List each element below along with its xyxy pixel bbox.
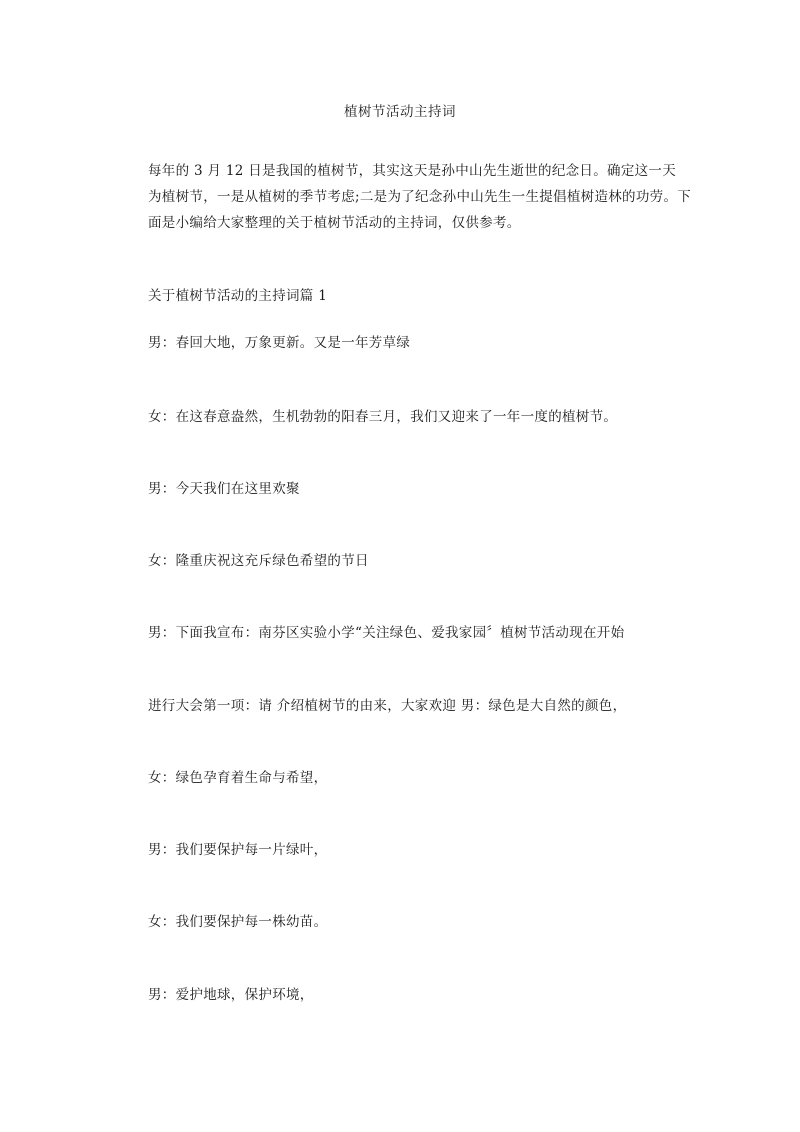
intro-line: 面是小编给大家整理的关于植树节活动的主持词，仅供参考。 [148, 215, 521, 231]
section-heading: 关于植树节活动的主持词篇 1 [148, 288, 328, 304]
dialogue-line: 女：隆重庆祝这充斥绿色希望的节日 [148, 553, 369, 569]
dialogue-line: 男：春回大地，万象更新。又是一年芳草绿 [148, 335, 411, 351]
intro-line: 每年的 3 月 12 日是我国的植树节，其实这天是孙中山先生逝世的纪念日。确定这一天 [148, 163, 677, 179]
dialogue-line: 女：绿色孕育着生命与希望， [148, 770, 328, 786]
dialogue-line: 女：在这春意盎然，生机勃勃的阳春三月，我们又迎来了一年一度的植树节。 [148, 409, 618, 425]
dialogue-line: 进行大会第一项：请 介绍植树节的由来，大家欢迎 男：绿色是大自然的颜色， [148, 698, 627, 714]
dialogue-line: 男：爱护地球，保护环境， [148, 987, 314, 1003]
document-title: 植树节活动主持词 [344, 104, 456, 120]
intro-line: 为植树节，一是从植树的季节考虑;二是为了纪念孙中山先生一生提倡植树造林的功劳。下 [148, 189, 692, 205]
intro-paragraph [148, 158, 692, 236]
dialogue-line: 男：我们要保护每一片绿叶， [148, 842, 328, 858]
dialogue-line: 女：我们要保护每一株幼苗。 [148, 914, 328, 930]
dialogue-line: 男：下面我宣布：南芬区实验小学“关注绿色、爱我家园〞植树节活动现在开始 [148, 625, 625, 641]
dialogue-line: 男：今天我们在这里欢聚 [148, 481, 300, 497]
